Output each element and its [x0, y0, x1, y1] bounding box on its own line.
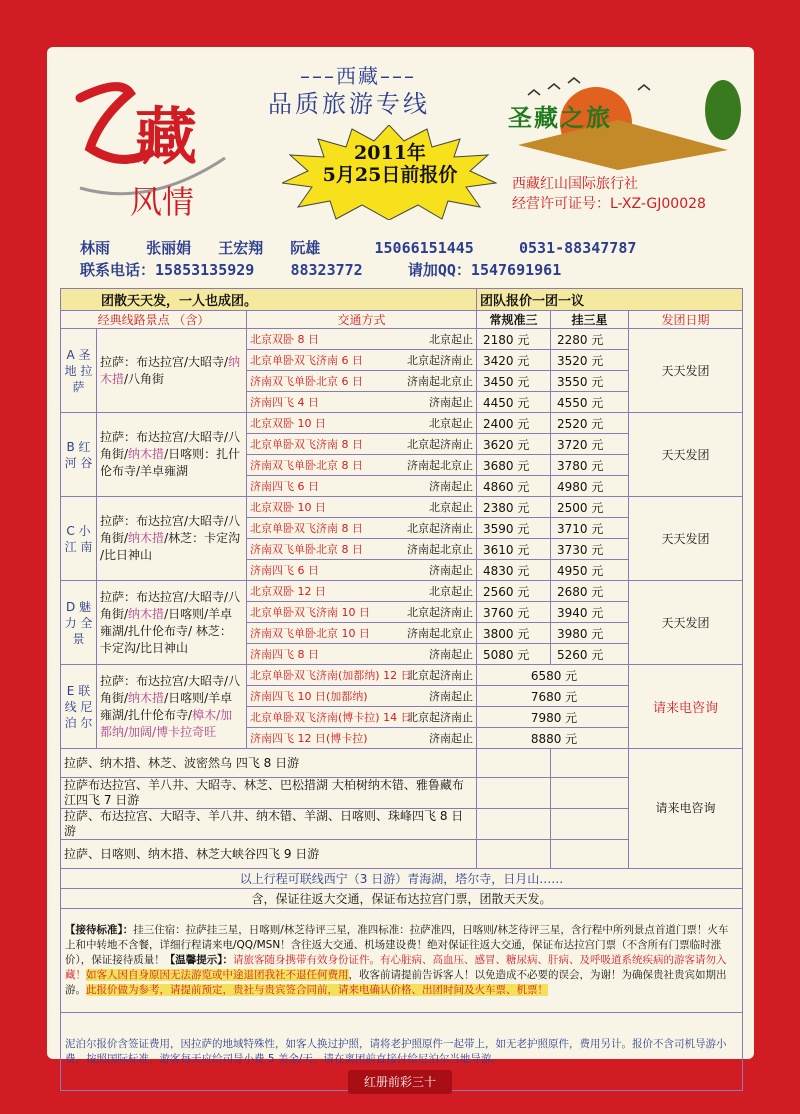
depart-date: 天天发团 [629, 497, 743, 581]
transport-origin: 济南起北京止 [407, 375, 473, 388]
extra-blank [477, 778, 551, 809]
transport-origin: 北京起济南止 [407, 354, 473, 367]
transport-cell [247, 665, 477, 686]
price-star3: 5260 元 [551, 644, 629, 665]
transport-mode: 济南双飞单卧北京 8 日 [250, 459, 363, 472]
transport-cell [247, 497, 477, 518]
note-guarantee-row [61, 889, 743, 909]
depart-date: 天天发团 [629, 329, 743, 413]
offer-year: 2011年 [354, 142, 426, 164]
route-sites [97, 413, 247, 497]
svg-text:风情: 风情 [130, 183, 195, 221]
price-std3: 3620 元 [477, 434, 551, 455]
price-nepal: 7980 元 [477, 707, 629, 728]
transport-origin: 北京起济南止 [407, 711, 473, 724]
transport-mode: 北京双卧 10 日 [250, 417, 326, 430]
price-std3: 2180 元 [477, 329, 551, 350]
price-star3: 4550 元 [551, 392, 629, 413]
route-sites [97, 581, 247, 665]
transport-origin: 济南起北京止 [407, 543, 473, 556]
sites-tail: 樟木/加都纳/加阔/博卡拉奇旺 [100, 707, 233, 739]
transport-origin: 北京起止 [429, 501, 473, 514]
extra-blank [477, 809, 551, 840]
transport-mode: 济南四飞 6 日 [250, 480, 319, 493]
price-std3: 4450 元 [477, 392, 551, 413]
price-std3: 3760 元 [477, 602, 551, 623]
note-guarantee: 含，保证往返大交通，保证布达拉宫门票，团散天天发。 [61, 889, 743, 909]
agency-license: 经营许可证号：L-XZ-GJ00028 [512, 196, 706, 212]
transport-origin: 济南起止 [429, 564, 473, 577]
price-star3: 3520 元 [551, 350, 629, 371]
transport-cell [247, 539, 477, 560]
route-sites [97, 497, 247, 581]
column-header [61, 311, 743, 329]
price-star3: 4980 元 [551, 476, 629, 497]
transport-mode: 北京双卧 12 日 [250, 585, 326, 598]
sites-highlight: 纳木措 [128, 447, 165, 461]
transport-mode: 济南四飞 4 日 [250, 396, 319, 409]
price-std3: 4830 元 [477, 560, 551, 581]
service-row [61, 909, 743, 1013]
contact-line-1: 林雨 张丽娟 王宏翔 阮雄 15066151445 0531-88347787 [80, 239, 637, 257]
col-star3: 挂三星 [551, 311, 629, 329]
reminder-text: 请旅客随身携带有效身份证件。有心脏病、高血压、感冒、糖尿病、肝病、及呼吸道系统疾病的游客请勿入藏！ [65, 954, 727, 981]
sites-rest: /八角街 [124, 371, 165, 386]
depart-date: 天天发团 [629, 581, 743, 665]
svg-text:藏: 藏 [135, 100, 198, 173]
sites-highlight: 纳木措 [128, 606, 165, 621]
depart-date: 天天发团 [629, 413, 743, 497]
header-subtitle: 品质旅游专线 [268, 90, 430, 118]
col-transport: 交通方式 [247, 311, 477, 329]
table-row [61, 497, 743, 518]
table-row [61, 665, 743, 686]
reminder-label: 【温馨提示】： [164, 954, 233, 966]
transport-origin: 北京起济南止 [407, 438, 473, 451]
extra-blank [551, 809, 629, 840]
transport-origin: 济南起止 [429, 648, 473, 661]
price-nepal: 7680 元 [477, 686, 629, 707]
transport-cell [247, 413, 477, 434]
price-star3: 3940 元 [551, 602, 629, 623]
route-code: A 圣 地 拉 萨 [61, 329, 97, 413]
transport-mode: 北京单卧双飞济南(博卡拉) 14 日 [250, 711, 412, 724]
extra-blank [477, 749, 551, 778]
transport-cell [247, 623, 477, 644]
service-text: 挂三住宿：拉萨挂三星，日喀则/林芝待评三星，准四标准：拉萨准四，日喀则/林芝待评三星，含行程中所列景点首道门票！火车上和中转地不含餐，详细行程请来电/QQ/MSN！含往返大交通、机场建设费！绝对保证往返大交通，保证布达拉宫门票（不含所有门票临时涨价），保证接待质量！ [65, 924, 729, 966]
tibet-logo-icon [60, 58, 230, 223]
extra-route: 拉萨、日喀则、纳木措、林芝大峡谷四飞 9 日游 [61, 840, 477, 869]
price-std3: 4860 元 [477, 476, 551, 497]
agency-info [512, 174, 706, 214]
transport-mode: 济南双飞单卧北京 6 日 [250, 375, 363, 388]
transport-cell [247, 560, 477, 581]
table-banner [61, 289, 743, 311]
depart-date: 请来电咨询 [629, 665, 743, 749]
extra-row [61, 749, 743, 778]
transport-cell [247, 686, 477, 707]
transport-origin: 北京起止 [429, 585, 473, 598]
transport-cell [247, 434, 477, 455]
extra-blank [551, 840, 629, 869]
transport-cell [247, 518, 477, 539]
route-code: D 魅 力 全 景 [61, 581, 97, 665]
price-std3: 3680 元 [477, 455, 551, 476]
sites-rest: /日喀则/羊卓雍湖/扎什伦布寺/ 林芝：卡定沟/比日神山 [100, 606, 233, 655]
transport-cell [247, 371, 477, 392]
transport-origin: 济南起止 [429, 480, 473, 493]
price-star3: 2680 元 [551, 581, 629, 602]
sites-highlight: 纳木措 [100, 354, 241, 386]
price-star3: 3550 元 [551, 371, 629, 392]
table-row [61, 329, 743, 350]
sites-highlight: 纳木措 [128, 531, 165, 545]
price-star3: 3780 元 [551, 455, 629, 476]
transport-origin: 济南起北京止 [407, 459, 473, 472]
extra-date: 请来电咨询 [629, 749, 743, 869]
route-sites [97, 329, 247, 413]
transport-origin: 北京起济南止 [407, 522, 473, 535]
route-code: C 小 江 南 [61, 497, 97, 581]
transport-cell [247, 707, 477, 728]
transport-origin: 北京起止 [429, 333, 473, 346]
extra-blank [477, 840, 551, 869]
price-nepal: 8880 元 [477, 728, 629, 749]
route-code: E 联 线 尼 泊 尔 [61, 665, 97, 749]
price-star3: 3980 元 [551, 623, 629, 644]
transport-origin: 济南起止 [429, 732, 473, 745]
price-std3: 3590 元 [477, 518, 551, 539]
sites-main: 拉萨：布达拉宫/大昭寺/八角街/ [100, 430, 241, 461]
extra-blank [551, 778, 629, 809]
transport-cell [247, 728, 477, 749]
contact-line-2: 联系电话：15853135929 88323772 请加QQ：1547691961 [80, 261, 562, 279]
transport-mode: 北京单卧双飞济南 8 日 [250, 438, 363, 451]
transport-mode: 济南双飞单卧北京 10 日 [250, 627, 370, 640]
transport-cell [247, 455, 477, 476]
transport-cell [247, 602, 477, 623]
transport-origin: 北京起济南止 [407, 669, 473, 682]
price-std3: 3800 元 [477, 623, 551, 644]
price-table [60, 288, 743, 1091]
offer-badge [300, 142, 480, 186]
price-star3: 2520 元 [551, 413, 629, 434]
transport-origin: 济南起止 [429, 690, 473, 703]
transport-mode: 济南四飞 8 日 [250, 648, 319, 661]
transport-cell [247, 644, 477, 665]
sites-rest: /日喀则/羊卓雍湖/扎什伦布寺/ [100, 690, 233, 722]
sites-rest: /林芝：卡定沟 /比日神山 [100, 531, 241, 562]
journey-title: 圣藏之旅 [508, 103, 612, 132]
transport-mode: 北京双卧 10 日 [250, 501, 326, 514]
col-date: 发团日期 [629, 311, 743, 329]
sites-highlight: 纳木措 [128, 690, 165, 705]
price-std3: 3450 元 [477, 371, 551, 392]
footer-label: 红册前彩三十 [348, 1070, 452, 1094]
banner-left: 团散天天发，一人也成团。 [61, 289, 477, 311]
transport-origin: 济南起北京止 [407, 627, 473, 640]
extra-route: 拉萨、布达拉宫、大昭寺、羊八井、纳木错、羊湖、日喀则、珠峰四飞 8 日游 [61, 809, 477, 840]
route-code: B 红 河 谷 [61, 413, 97, 497]
agency-name: 西藏红山国际旅行社 [512, 176, 638, 192]
table-row [61, 413, 743, 434]
transport-origin: 济南起止 [429, 396, 473, 409]
transport-origin: 北京起济南止 [407, 606, 473, 619]
offer-date: 5月25日前报价 [322, 164, 458, 186]
transport-mode: 济南双飞单卧北京 8 日 [250, 543, 363, 556]
price-nepal: 6580 元 [477, 665, 629, 686]
transport-cell [247, 581, 477, 602]
price-std3: 2380 元 [477, 497, 551, 518]
transport-origin: 北京起止 [429, 417, 473, 430]
price-std3: 3420 元 [477, 350, 551, 371]
price-std3: 2560 元 [477, 581, 551, 602]
note-xining-row [61, 869, 743, 889]
transport-cell [247, 392, 477, 413]
price-std3: 2400 元 [477, 413, 551, 434]
complaint-text: ，收客前请提前告诉客人！以免造成不必要的误会，为谢！为确保贵社贵宾如期出游。 [65, 969, 727, 996]
service-label: 【接待标准】： [65, 924, 134, 936]
price-std3: 3610 元 [477, 539, 551, 560]
price-reference: 此报价做为参考，请提前预定，贵社与贵宾签合同前，请来电确认价格、出团时间及火车票、机票！ [86, 984, 548, 996]
transport-mode: 济南四飞 6 日 [250, 564, 319, 577]
refund-policy: 如客人因自身原因无法游览或中途退团我社不退任何费用 [86, 969, 349, 981]
note-xining: 以上行程可联线西宁（3 日游）青海湖，塔尔寺，日月山…… [61, 869, 743, 889]
sites-main: 拉萨：布达拉宫/大昭寺/ [100, 354, 229, 369]
route-sites [97, 665, 247, 749]
price-star3: 3720 元 [551, 434, 629, 455]
transport-mode: 北京单卧双飞济南 8 日 [250, 522, 363, 535]
transport-cell [247, 476, 477, 497]
nepal-note: 泥泊尔报价含签证费用，因拉萨的地域特殊性，如客人换过护照，请将老护照原件一起带上，如无老护照原件，费用另计。报价不含司机导游小费，按照国际标准，游客每天应给司导小费 5 美金/天。请在离团前直接付给尼泊尔当地导游。 [61, 1013, 743, 1091]
transport-cell [247, 350, 477, 371]
price-star3: 2280 元 [551, 329, 629, 350]
sites-main: 拉萨：布达拉宫/大昭寺/八角街/ [100, 514, 241, 545]
price-star3: 4950 元 [551, 560, 629, 581]
extra-route: 拉萨布达拉宫、羊八井、大昭寺、林芝、巴松措湖 大柏树纳木错、雅鲁藏布江四飞 7 日游 [61, 778, 477, 809]
banner-right: 团队报价一团一议 [477, 289, 743, 311]
col-route: 经典线路景点 （含） [61, 311, 247, 329]
price-std3: 5080 元 [477, 644, 551, 665]
transport-cell [247, 329, 477, 350]
transport-mode: 北京单卧双飞济南 10 日 [250, 606, 370, 619]
table-row [61, 581, 743, 602]
transport-mode: 北京单卧双飞济南(加都纳) 12 日 [250, 669, 412, 682]
extra-route: 拉萨、纳木措、林芝、波密然乌 四飞 8 日游 [61, 749, 477, 778]
transport-mode: 北京双卧 8 日 [250, 333, 319, 346]
sites-rest: /日喀则：扎什伦布寺/羊卓雍湖 [100, 447, 241, 478]
extra-blank [551, 749, 629, 778]
price-star3: 2500 元 [551, 497, 629, 518]
sites-main: 拉萨：布达拉宫/大昭寺/八角街/ [100, 589, 241, 621]
col-std3: 常规准三 [477, 311, 551, 329]
sites-main: 拉萨：布达拉宫/大昭寺/八角街/ [100, 673, 241, 705]
transport-mode: 济南四飞 12 日(博卡拉) [250, 732, 368, 745]
header-tagline: –––西藏––– [300, 64, 416, 88]
transport-mode: 济南四飞 10 日(加都纳) [250, 690, 368, 703]
service-standard [61, 909, 743, 1013]
price-star3: 3710 元 [551, 518, 629, 539]
price-star3: 3730 元 [551, 539, 629, 560]
transport-mode: 北京单卧双飞济南 6 日 [250, 354, 363, 367]
contact-block [80, 237, 636, 281]
